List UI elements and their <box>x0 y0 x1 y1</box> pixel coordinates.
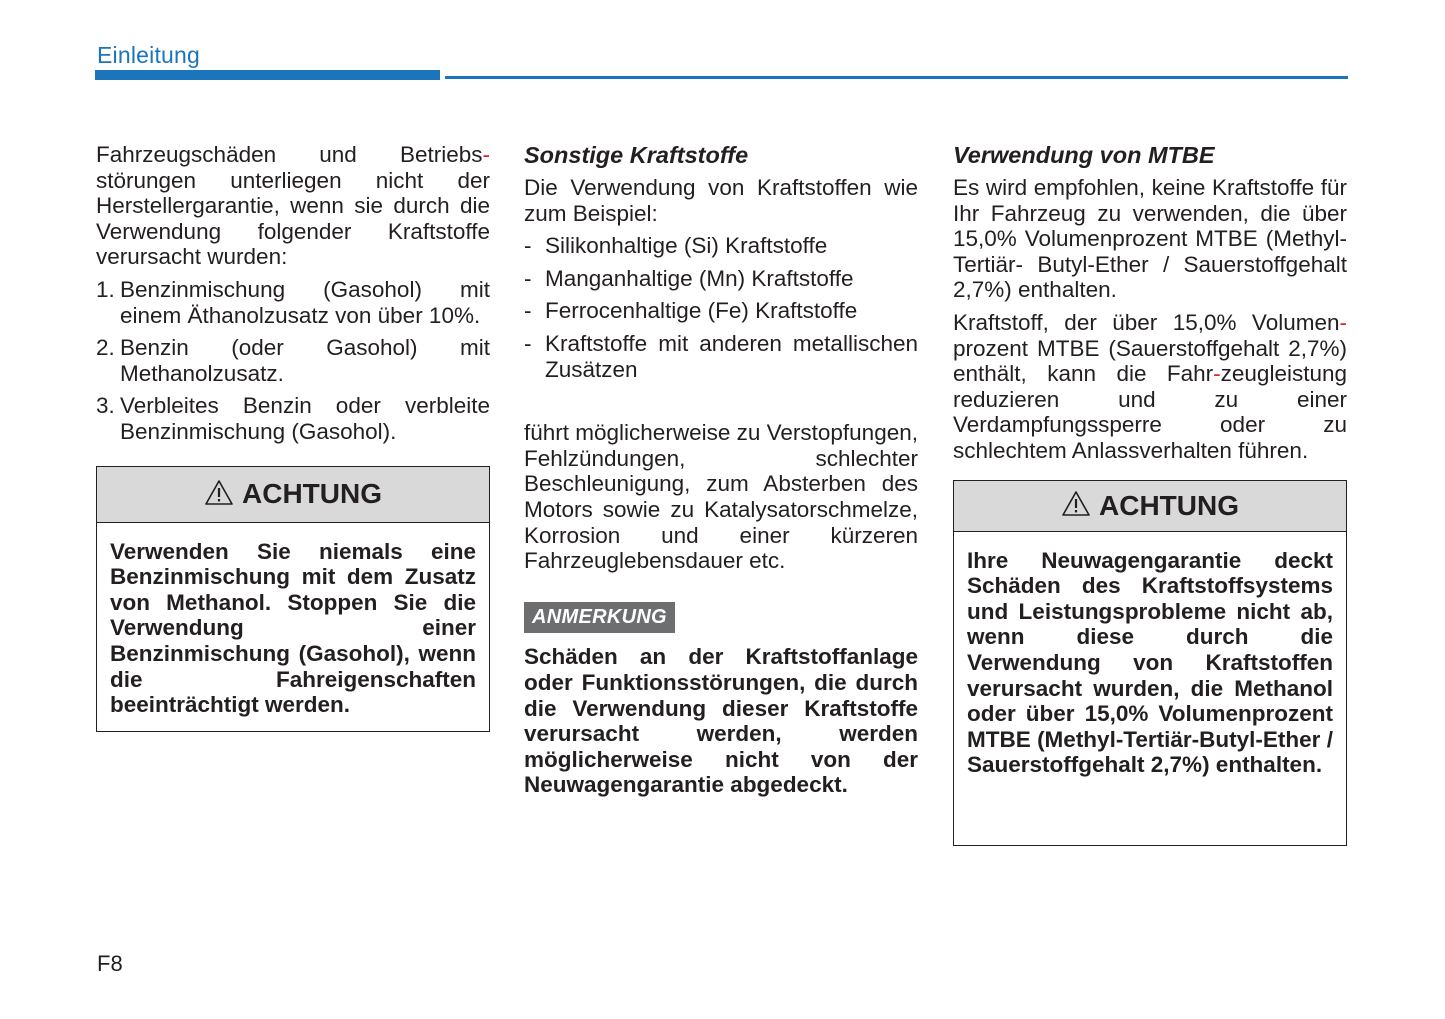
note-block <box>524 602 918 798</box>
section-heading: Sonstige Kraftstoffe <box>524 142 749 168</box>
section-heading: Verwendung von MTBE <box>953 142 1215 168</box>
column-right <box>953 142 1347 846</box>
fuel-list <box>96 277 490 445</box>
warning-title: ACHTUNG <box>1099 489 1239 521</box>
note-body: Schäden an der Kraftstoffanlage oder Funktionsstörungen, die durch die Verwendung dieser Kraftstoffe verursacht werden, werden möglicherweise nicht von der Neuwagengarantie abgedeckt. <box>524 644 918 798</box>
warning-header <box>97 467 489 523</box>
warning-title: ACHTUNG <box>242 478 382 510</box>
intro-paragraph: Die Verwendung von Kraftstoffen wie zum Beispiel: <box>524 175 918 226</box>
warning-body: Ihre Neuwagengarantie deckt Schäden des Kraftstoffsystems und Leistungsprobleme nicht ab, wenn diese durch die Verwendung von Kraftstoffen verursacht wurden, die Methanol oder über 15,0% Volumenprozent MTBE (Methyl-Tertiär-Butyl-Ether / Sauerstoffgehalt 2,7%) enthalten. <box>967 547 1333 778</box>
section-title: Einleitung <box>97 42 201 68</box>
warning-triangle-icon <box>1061 490 1091 517</box>
header-rule-thick <box>95 70 440 80</box>
list-item: - Kraftstoffe mit anderen metallischen Zusätzen <box>524 330 918 382</box>
note-badge: ANMERKUNG <box>524 602 675 634</box>
mtbe-paragraph-1: Es wird empfohlen, keine Kraftstoffe für Ihr Fahrzeug zu verwenden, die über 15,0% Volumenprozent MTBE (Methyl-Tertiär- Butyl-Ether / Sauerstoffgehalt 2,7%) enthalten. <box>953 175 1347 303</box>
intro-paragraph: Fahrzeugschäden und Betriebs-störungen unterliegen nicht der Herstellergarantie, wenn sie durch die Verwendung folgender Kraftstoffe verursacht wurden: <box>96 142 490 270</box>
page-number: F8 <box>97 951 123 976</box>
mtbe-paragraph-2: Kraftstoff, der über 15,0% Volumen-prozent MTBE (Sauerstoffgehalt 2,7%) enthält, kann die Fahr-zeugleistung reduzieren und zu einer Verdampfungssperre oder zu schlechtem Anlassverhalten führen. <box>953 309 1347 463</box>
list-item: 1. Benzinmischung (Gasohol) mit einem Äthanolzusatz von über 10%. <box>96 276 490 328</box>
warning-triangle-icon <box>204 479 234 506</box>
column-left <box>96 142 490 732</box>
warning-box <box>96 466 490 732</box>
list-item: - Ferrocenhaltige (Fe) Kraftstoffe <box>524 298 858 324</box>
fuel-type-list <box>524 233 918 382</box>
list-item: 2. Benzin (oder Gasohol) mit Methanolzusatz. <box>96 335 490 386</box>
consequence-paragraph: führt möglicherweise zu Verstopfungen, Fehlzündungen, schlechter Beschleunigung, zum Absterben des Motors sowie zu Katalysatorschmelze, Korrosion und einer kürzeren Fahrzeuglebensdauer etc. <box>524 420 918 574</box>
list-item: - Manganhaltige (Mn) Kraftstoffe <box>524 265 854 291</box>
list-item: - Silikonhaltige (Si) Kraftstoffe <box>524 233 828 259</box>
list-item: 3. Verbleites Benzin oder verbleite Benzinmischung (Gasohol). <box>96 393 490 444</box>
column-middle <box>524 142 918 798</box>
warning-header <box>954 481 1346 532</box>
warning-box <box>953 480 1347 846</box>
header-rule-thin <box>445 76 1348 79</box>
warning-body: Verwenden Sie niemals eine Benzinmischung mit dem Zusatz von Methanol. Stoppen Sie die Verwendung einer Benzinmischung (Gasohol), wenn die Fahreigenschaften beeinträchtigt werden. <box>110 538 476 718</box>
